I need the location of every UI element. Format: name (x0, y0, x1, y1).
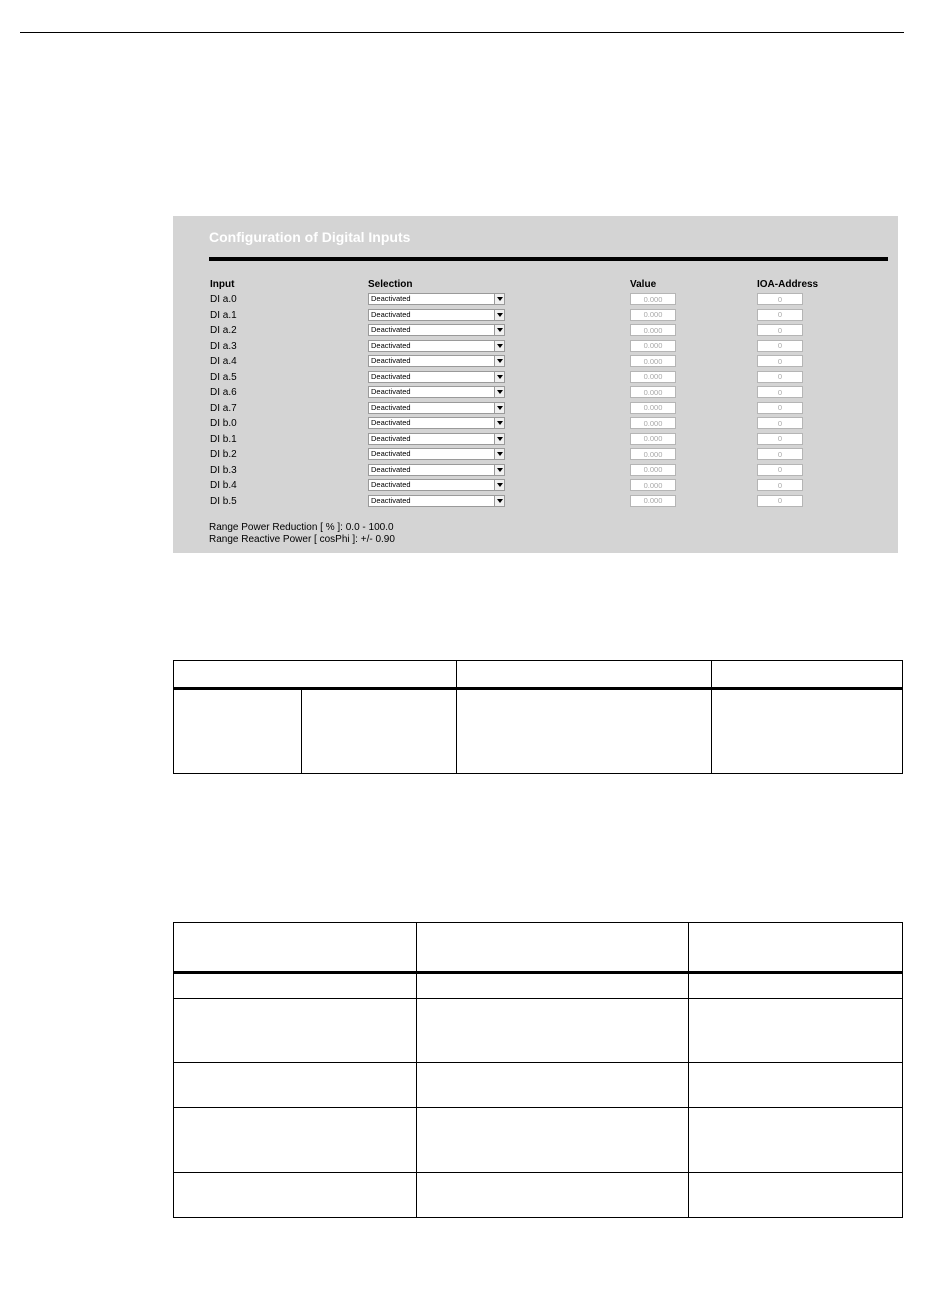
input-row (173, 448, 898, 464)
ioa-address-input[interactable] (757, 479, 803, 491)
table2-cell (174, 1108, 417, 1173)
table1-cell (712, 689, 903, 774)
selection-value: Deactivated (371, 402, 411, 412)
range-power-reduction: Range Power Reduction [ % ]: 0.0 - 100.0 (209, 522, 394, 533)
table2-cell (417, 1108, 689, 1173)
input-label: DI a.2 (210, 325, 237, 336)
selection-value: Deactivated (371, 340, 411, 350)
selection-dropdown[interactable] (368, 386, 505, 398)
table2-cell (689, 1108, 903, 1173)
ioa-address-input[interactable] (757, 293, 803, 305)
selection-value: Deactivated (371, 418, 411, 427)
input-label: DI a.4 (210, 356, 237, 367)
input-row (173, 495, 898, 511)
value-input[interactable] (630, 402, 676, 414)
ioa-address-input[interactable] (757, 495, 803, 507)
table2-header-cell (174, 923, 417, 973)
selection-value: Deactivated (371, 309, 411, 319)
ioa-address-input[interactable] (757, 340, 803, 352)
value-input[interactable] (630, 495, 676, 507)
table1-header-cell (174, 661, 457, 689)
value-input[interactable] (630, 309, 676, 321)
input-row (173, 386, 898, 402)
selection-value: Deactivated (371, 495, 411, 505)
input-row (173, 433, 898, 449)
digital-inputs-config-panel (173, 216, 898, 553)
table2-cell (174, 999, 417, 1063)
input-label: DI b.0 (210, 418, 237, 429)
ioa-address-input[interactable] (757, 355, 803, 367)
table1-cell (302, 689, 457, 774)
column-header-ioa-address: IOA-Address (757, 279, 819, 290)
table2-cell (689, 973, 903, 999)
selection-value: Deactivated (371, 449, 411, 458)
input-label: DI a.7 (210, 402, 237, 414)
value-input[interactable] (630, 464, 676, 476)
selection-dropdown[interactable] (368, 495, 505, 507)
ioa-address-input[interactable] (757, 309, 803, 321)
input-row (173, 324, 898, 340)
selection-value: Deactivated (371, 387, 411, 396)
dropdown-arrow-icon[interactable] (494, 372, 504, 382)
selection-dropdown[interactable] (368, 293, 505, 305)
selection-dropdown[interactable] (368, 433, 505, 445)
input-label: DI a.1 (210, 309, 237, 321)
dropdown-arrow-icon[interactable] (494, 387, 504, 397)
selection-dropdown[interactable] (368, 340, 505, 352)
table2-cell (689, 999, 903, 1063)
input-label: DI a.0 (210, 294, 237, 305)
table1-cell (174, 689, 302, 774)
selection-value: Deactivated (371, 356, 411, 365)
dropdown-arrow-icon[interactable] (494, 480, 504, 490)
selection-dropdown[interactable] (368, 479, 505, 491)
table1-cell (457, 689, 712, 774)
dropdown-arrow-icon[interactable] (494, 434, 504, 444)
empty-table-1 (173, 660, 903, 774)
table1-header-cell (712, 661, 903, 689)
input-row (173, 417, 898, 433)
panel-title: Configuration of Digital Inputs (209, 229, 411, 245)
input-label: DI b.5 (210, 495, 237, 507)
selection-value: Deactivated (371, 294, 411, 303)
column-header-input: Input (210, 279, 235, 290)
value-input[interactable] (630, 386, 676, 398)
dropdown-arrow-icon[interactable] (494, 418, 504, 428)
column-header-value: Value (630, 279, 657, 290)
input-label: DI a.3 (210, 340, 237, 352)
input-row (173, 355, 898, 371)
selection-dropdown[interactable] (368, 371, 505, 383)
ioa-address-input[interactable] (757, 433, 803, 445)
table2-cell (689, 1063, 903, 1108)
dropdown-arrow-icon[interactable] (494, 449, 504, 459)
value-input[interactable] (630, 479, 676, 491)
input-row (173, 293, 898, 309)
selection-dropdown[interactable] (368, 402, 505, 414)
empty-table-2 (173, 922, 903, 1218)
input-row (173, 340, 898, 356)
value-input[interactable] (630, 371, 676, 383)
dropdown-arrow-icon[interactable] (494, 341, 504, 351)
range-reactive-power: Range Reactive Power [ cosPhi ]: +/- 0.90 (209, 534, 395, 545)
dropdown-arrow-icon[interactable] (494, 294, 504, 304)
dropdown-arrow-icon[interactable] (494, 465, 504, 475)
table2-cell (174, 1063, 417, 1108)
dropdown-arrow-icon[interactable] (494, 403, 504, 413)
selection-dropdown[interactable] (368, 324, 505, 336)
ioa-address-input[interactable] (757, 464, 803, 476)
table2-cell (417, 999, 689, 1063)
dropdown-arrow-icon[interactable] (494, 325, 504, 335)
selection-dropdown[interactable] (368, 355, 505, 367)
selection-value: Deactivated (371, 464, 411, 474)
dropdown-arrow-icon[interactable] (494, 496, 504, 506)
ioa-address-input[interactable] (757, 448, 803, 460)
page-top-rule (20, 32, 904, 33)
input-label: DI b.2 (210, 449, 237, 460)
table2-cell (417, 1173, 689, 1218)
value-input[interactable] (630, 417, 676, 429)
value-input[interactable] (630, 324, 676, 336)
column-header-selection: Selection (368, 279, 413, 290)
input-row (173, 309, 898, 325)
input-label: DI b.4 (210, 480, 237, 491)
table2-cell (417, 973, 689, 999)
ioa-address-input[interactable] (757, 417, 803, 429)
input-label: DI a.5 (210, 371, 237, 383)
table1-header-cell (457, 661, 712, 689)
ioa-address-input[interactable] (757, 324, 803, 336)
input-row (173, 464, 898, 480)
dropdown-arrow-icon[interactable] (494, 310, 504, 320)
input-label: DI b.3 (210, 464, 237, 476)
table2-cell (174, 1173, 417, 1218)
dropdown-arrow-icon[interactable] (494, 356, 504, 366)
selection-value: Deactivated (371, 325, 411, 334)
value-input[interactable] (630, 340, 676, 352)
input-label: DI b.1 (210, 433, 237, 445)
table2-cell (174, 973, 417, 999)
selection-dropdown[interactable] (368, 417, 505, 429)
input-row (173, 402, 898, 418)
selection-dropdown[interactable] (368, 464, 505, 476)
selection-dropdown[interactable] (368, 448, 505, 460)
ioa-address-input[interactable] (757, 371, 803, 383)
input-row (173, 479, 898, 495)
input-row (173, 371, 898, 387)
ioa-address-input[interactable] (757, 402, 803, 414)
panel-title-rule (209, 257, 888, 261)
selection-value: Deactivated (371, 433, 411, 443)
table2-cell (689, 1173, 903, 1218)
value-input[interactable] (630, 355, 676, 367)
selection-dropdown[interactable] (368, 309, 505, 321)
value-input[interactable] (630, 448, 676, 460)
value-input[interactable] (630, 433, 676, 445)
table2-header-cell (689, 923, 903, 973)
input-rows (173, 293, 898, 510)
table2-cell (417, 1063, 689, 1108)
input-label: DI a.6 (210, 387, 237, 398)
selection-value: Deactivated (371, 480, 411, 489)
ioa-address-input[interactable] (757, 386, 803, 398)
table2-header-cell (417, 923, 689, 973)
selection-value: Deactivated (371, 371, 411, 381)
value-input[interactable] (630, 293, 676, 305)
